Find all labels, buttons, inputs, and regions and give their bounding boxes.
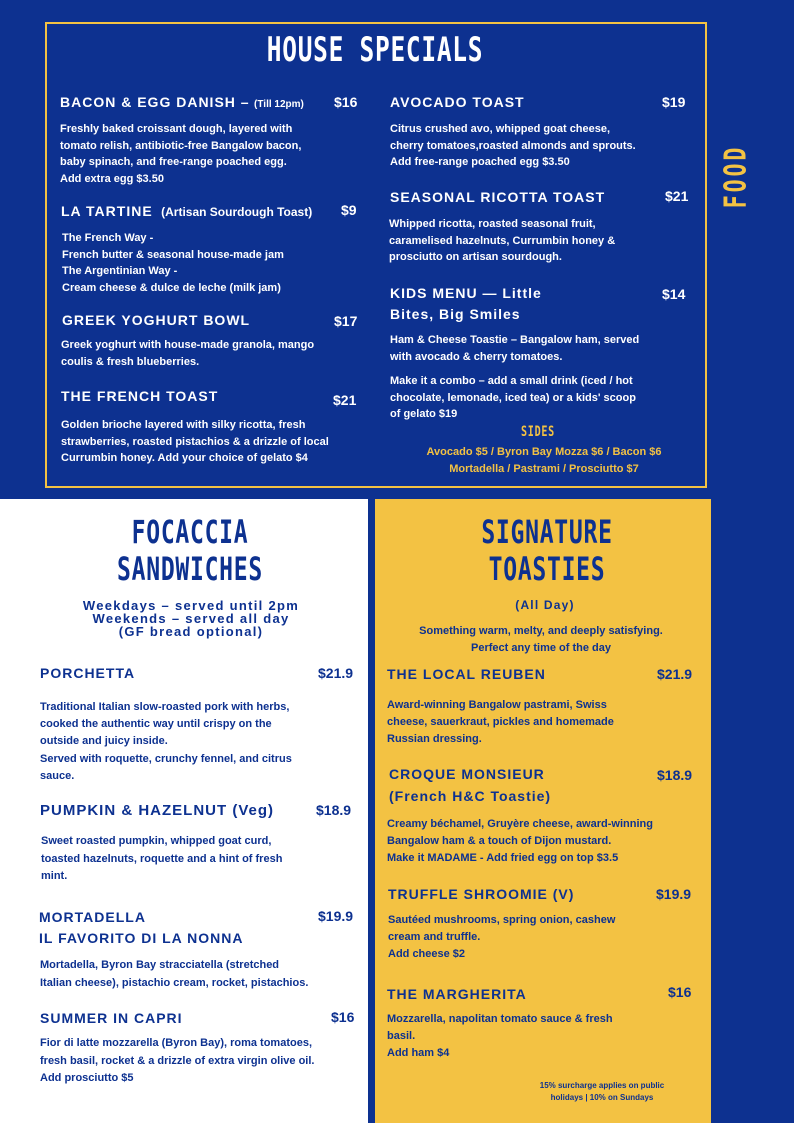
focaccia-subtitle: Weekdays – served until 2pm Weekends – served all day (GF bread optional) — [82, 598, 300, 639]
item-name: PORCHETTA — [40, 665, 136, 681]
item-price: $19.9 — [656, 886, 692, 902]
item-name: MORTADELLA IL FAVORITO DI LA NONNA — [39, 909, 244, 946]
item-name: KIDS MENU — Little Bites, Big Smiles — [390, 285, 542, 322]
item-description: Traditional Italian slow-roasted pork with herbs, cooked the authentic way until crispy on the outside and juicy inside. Served with roquette, crunchy fennel, and citrus sauce. — [40, 701, 292, 782]
item-price: $14 — [662, 286, 686, 302]
la-tartine-item — [61, 202, 312, 221]
item-note: (Till 12pm) — [254, 99, 304, 110]
item-price: $21.9 — [657, 666, 693, 682]
item-name: TRUFFLE SHROOMIE (V) — [388, 886, 575, 902]
toasties-tagline: Something warm, melty, and deeply satisfying. Perfect any time of the day — [419, 625, 663, 654]
item-price: $9 — [341, 202, 357, 218]
bacon-egg-danish-item — [60, 93, 304, 112]
toasties-subtitle: (All Day) — [515, 598, 575, 612]
item-note: (Artisan Sourdough Toast) — [161, 205, 313, 219]
item-description: Citrus crushed avo, whipped goat cheese, cherry tomatoes,roasted almonds and sprouts. Add free-range poached egg $3.50 — [390, 123, 636, 168]
item-name: LA TARTINE — [61, 203, 153, 219]
item-description: Creamy béchamel, Gruyère cheese, award-winning Bangalow ham & a touch of Dijon mustard. Make it MADAME - Add fried egg on top $3.5 — [387, 818, 653, 864]
item-price: $16 — [334, 94, 358, 110]
item-name: THE MARGHERITA — [387, 986, 527, 1002]
food-side-label: FOOD — [718, 144, 754, 209]
focaccia-title: FOCACCIA SANDWICHES — [117, 513, 263, 588]
sides-list — [395, 444, 693, 477]
item-description: Sweet roasted pumpkin, whipped goat curd, toasted hazelnuts, roquette and a hint of fresh mint. — [41, 835, 283, 882]
sides-line: Mortadella / Pastrami / Prosciutto $7 — [449, 462, 639, 475]
item-description: Award-winning Bangalow pastrami, Swiss cheese, sauerkraut, pickles and homemade Russian dressing. — [387, 699, 614, 745]
item-description: Mortadella, Byron Bay stracciatella (stretched Italian cheese), pistachio cream, rocket, pistachios. — [40, 959, 309, 989]
item-price: $21.9 — [318, 665, 354, 681]
item-name: THE LOCAL REUBEN — [387, 666, 546, 682]
item-description: Freshly baked croissant dough, layered with tomato relish, antibiotic-free Bangalow bacon, baby spinach, and free-range poached egg. Add extra egg $3.50 — [60, 123, 302, 185]
item-name: THE FRENCH TOAST — [61, 388, 219, 404]
item-description: The French Way - French butter & seasonal house-made jam The Argentinian Way - Cream cheese & dulce de leche (milk jam) — [62, 232, 284, 294]
item-name: GREEK YOGHURT BOWL — [62, 312, 251, 328]
item-name: CROQUE MONSIEUR (French H&C Toastie) — [389, 766, 552, 804]
panel-divider — [368, 499, 375, 1123]
item-description: Mozzarella, napolitan tomato sauce & fresh basil. Add ham $4 — [387, 1013, 613, 1059]
item-price: $17 — [334, 313, 358, 329]
item-name: SEASONAL RICOTTA TOAST — [390, 189, 606, 205]
item-price: $18.9 — [657, 767, 693, 783]
surcharge-note: 15% surcharge applies on public holidays | 10% on Sundays — [539, 1081, 665, 1102]
item-description: Ham & Cheese Toastie – Bangalow ham, served with avocado & cherry tomatoes. — [390, 334, 640, 363]
kids-combo-description: Make it a combo – add a small drink (iced / hot chocolate, lemonade, iced tea) or a kids' scoop of gelato $19 — [390, 375, 636, 420]
item-name: BACON & EGG DANISH – — [60, 94, 250, 110]
item-name: SUMMER IN CAPRI — [40, 1010, 183, 1026]
item-name: AVOCADO TOAST — [390, 94, 525, 110]
item-price: $16 — [668, 984, 692, 1000]
item-description: Whipped ricotta, roasted seasonal fruit, caramelised hazelnuts, Currumbin honey & prosciutto on artisan sourdough. — [389, 218, 616, 263]
item-price: $21 — [665, 188, 689, 204]
item-price: $21 — [333, 392, 357, 408]
item-price: $19.9 — [318, 908, 354, 924]
house-specials-title: HOUSE SPECIALS — [266, 30, 484, 70]
item-price: $16 — [331, 1009, 355, 1025]
item-description: Greek yoghurt with house-made granola, mango coulis & fresh blueberries. — [61, 339, 315, 368]
item-price: $19 — [662, 94, 686, 110]
item-description: Golden brioche layered with silky ricotta, fresh strawberries, roasted pistachios & a drizzle of local Currumbin honey. Add your choice of gelato $4 — [61, 419, 329, 464]
item-description: Fior di latte mozzarella (Byron Bay), roma tomatoes, fresh basil, rocket & a drizzle of extra virgin olive oil. Add prosciutto $5 — [40, 1037, 315, 1084]
toasties-title: SIGNATURE TOASTIES — [481, 513, 613, 588]
item-name: PUMPKIN & HAZELNUT (Veg) — [40, 802, 274, 819]
item-price: $18.9 — [316, 802, 352, 818]
sides-line: Avocado $5 / Byron Bay Mozza $6 / Bacon $6 — [426, 446, 662, 458]
sides-title: SIDES — [521, 424, 555, 440]
item-description: Sautéed mushrooms, spring onion, cashew cream and truffle. Add cheese $2 — [388, 914, 616, 960]
